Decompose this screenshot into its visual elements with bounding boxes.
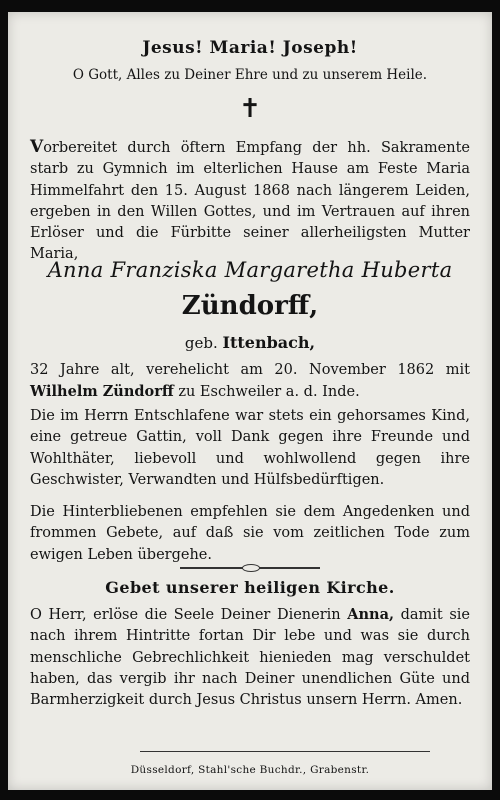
tribute-paragraph: Die im Herrn Entschlafene war stets ein gehorsames Kind, eine getreue Gattin, voll Dank gegen ihre Freunde und Wohlthäter, liebevoll und wohlwollend gegen ihre Geschwister, Verwandten und Hülfsbedürftigen. (30, 408, 470, 488)
memorial-card (8, 12, 492, 790)
ornamental-divider (180, 567, 320, 569)
intro-dropcap: V (30, 137, 44, 157)
marriage-text-after: zu Eschweiler a. d. Inde. (178, 384, 360, 401)
deceased-surname: Zündorff, (181, 291, 319, 321)
maiden-name-line (30, 333, 470, 352)
motto-line: O Gott, Alles zu Deiner Ehre und zu unserem Heile. (72, 67, 428, 83)
nee-prefix: geb. (184, 334, 218, 352)
marriage-text-before: 32 Jahre alt, verehelicht am 20. November 1862 mit (30, 362, 470, 378)
prayer-text-after: damit sie nach ihrem Hintritte fortan Dir lebe und was sie durch menschliche Gebrechlichkeit hienieden mag verschuldet haben, das vergib ihr nach Deiner unendlichen Güte und Barmherzigkeit durch Jesus Christus unsern Herrn. Amen. (30, 607, 471, 709)
husband-name: Wilhelm Zündorff (30, 383, 174, 401)
prayer-text-before: O Herr, erlöse die Seele Deiner Dienerin (30, 607, 341, 623)
card-content (30, 12, 470, 790)
invocation-heading: Jesus! Maria! Joseph! (142, 38, 358, 58)
maiden-name: Ittenbach, (222, 333, 316, 352)
prayer-name: Anna, (347, 606, 395, 623)
footer-rule (140, 751, 430, 752)
intro-text: orbereitet durch öftern Empfang der hh. Sakramente starb zu Gymnich im elterlichen Hause am Feste Maria Himmelfahrt den 15. August 1868 nach längerem Leiden, ergeben in den Willen Gottes, und im Vertrauen auf ihren Erlöser und die Fürbitte seiner allerheiligsten Mutter Maria, (30, 140, 470, 263)
recommendation-paragraph: Die Hinterbliebenen empfehlen sie dem Angedenken und frommen Gebete, auf daß sie vom zeitlichen Tode zum ewigen Leben übergehe. (30, 504, 470, 563)
marriage-paragraph (30, 360, 470, 404)
cross-icon: ✝ (239, 94, 261, 124)
printer-imprint: Düsseldorf, Stahl'sche Buchdr., Grabenstr. (130, 764, 370, 776)
prayer-title: Gebet unserer heiligen Kirche. (105, 578, 395, 597)
deceased-given-names: Anna Franziska Margaretha Huberta (47, 258, 453, 282)
intro-paragraph (30, 137, 470, 266)
prayer-paragraph (30, 604, 470, 711)
